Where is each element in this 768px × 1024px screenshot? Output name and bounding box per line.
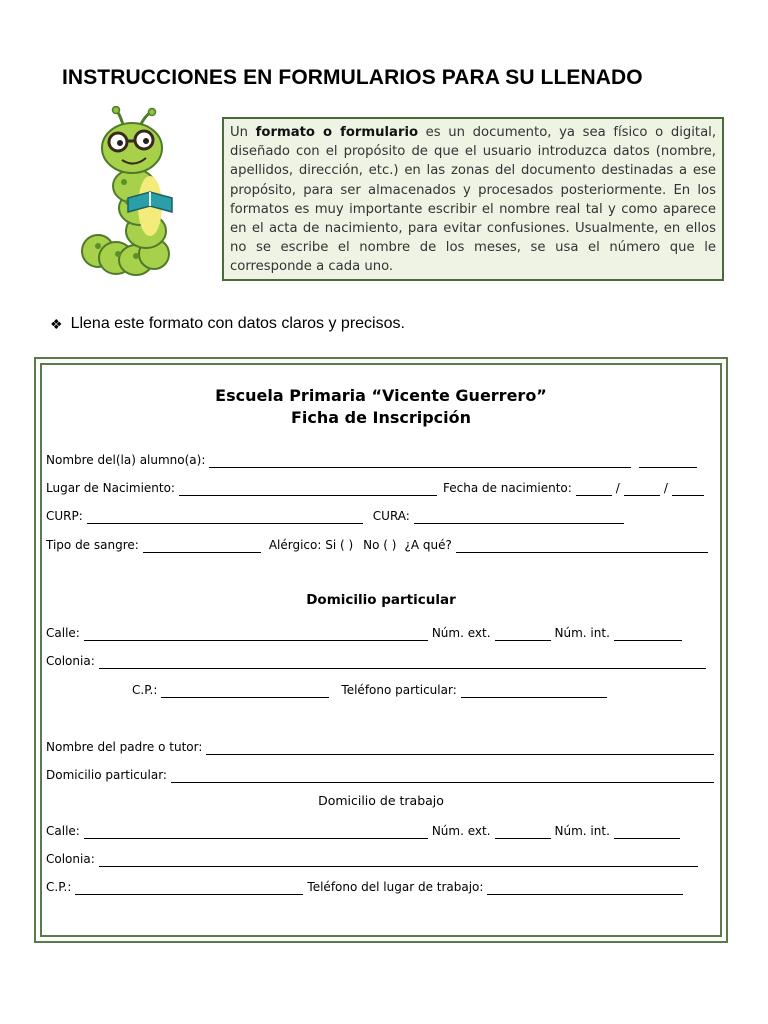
row-home-street [46,623,716,641]
parent-address-field[interactable] [171,768,714,783]
curp-label: CURP: [46,509,83,523]
birth-place-label: Lugar de Nacimiento: [46,481,175,495]
diamond-bullet-icon: ❖ [50,315,63,332]
work-ext-field[interactable] [495,824,551,839]
birth-year-field[interactable] [672,481,704,496]
work-ext-label: Núm. ext. [431,824,491,838]
birth-day-field[interactable] [576,481,612,496]
allergic-to-what-field[interactable] [456,538,708,553]
birth-date-label: Fecha de nacimiento: [442,481,572,495]
info-box [222,117,724,281]
home-ext-field[interactable] [495,626,551,641]
row-birth [46,478,716,496]
allergic-yes-label[interactable]: Alérgico: Si ( ) [268,538,354,552]
curp-field[interactable] [87,509,363,524]
home-street-field[interactable] [84,626,428,641]
allergic-no-label[interactable]: No ( ) [363,538,397,552]
info-pre: Un [230,125,256,140]
blood-field[interactable] [143,538,261,553]
home-int-field[interactable] [614,626,682,641]
row-home-zip [132,680,692,698]
cura-label: CURA: [372,509,410,523]
work-int-field[interactable] [614,824,680,839]
home-phone-label: Teléfono particular: [341,683,457,697]
instruction-line [50,315,405,333]
work-int-label: Núm. int. [554,824,610,838]
info-text: es un documento, ya sea físico o digital, diseñado con el propósito de que el usuario introduzca datos (nombre, apellidos, dirección, etc.) en las zonas del documento destinadas a ese propósito, para ser almacenados y procesados posteriormente. En los formatos es muy importante escribir el nombre real tal y como aparece en el acta de nacimiento, para evitar confusiones. Usualmente, en ellos no se escribe el nombre de los meses, se usa el número que le corresponde a cada uno. [230,125,717,275]
work-zip-field[interactable] [75,880,303,895]
parent-address-label: Domicilio particular: [46,768,167,782]
home-ext-label: Núm. ext. [431,626,491,640]
work-street-field[interactable] [84,824,428,839]
row-work-street [46,821,716,839]
row-parent-address [46,765,716,783]
form-subtitle: Ficha de Inscripción [290,408,472,427]
row-work-zip [46,877,716,895]
instruction-text: Llena este formato con datos claros y precisos. [70,315,405,332]
work-phone-label: Teléfono del lugar de trabajo: [307,880,484,894]
row-work-colony [46,849,716,867]
page-title: INSTRUCCIONES EN FORMULARIOS PARA SU LLENADO [62,66,643,89]
slash-2: / [663,481,668,495]
home-colony-field[interactable] [99,654,706,669]
work-phone-field[interactable] [487,880,683,895]
caterpillar-reading-illustration [76,106,186,276]
student-name-extra-field[interactable] [639,453,697,468]
row-home-colony [46,651,716,669]
work-section-title: Domicilio de trabajo [318,793,444,808]
home-phone-field[interactable] [461,683,607,698]
work-zip-label: C.P.: [46,880,72,894]
allergic-to-what-label: ¿A qué? [404,538,452,552]
row-curp [46,506,716,524]
parent-name-label: Nombre del padre o tutor: [46,740,203,754]
row-blood [46,535,716,553]
home-zip-field[interactable] [161,683,329,698]
parent-name-field[interactable] [206,740,714,755]
birth-month-field[interactable] [624,481,660,496]
student-name-label: Nombre del(la) alumno(a): [46,453,206,467]
school-name: Escuela Primaria “Vicente Guerrero” [215,386,547,405]
row-parent-name [46,737,716,755]
home-int-label: Núm. int. [554,626,610,640]
student-name-field[interactable] [209,453,631,468]
info-bold-term: formato o formulario [255,125,419,140]
work-colony-label: Colonia: [46,852,95,866]
row-student-name [46,450,716,468]
work-colony-field[interactable] [99,852,698,867]
home-street-label: Calle: [46,626,80,640]
slash-1: / [615,481,620,495]
blood-label: Tipo de sangre: [46,538,139,552]
cura-field[interactable] [414,509,624,524]
work-street-label: Calle: [46,824,80,838]
birth-place-field[interactable] [179,481,437,496]
home-colony-label: Colonia: [46,654,95,668]
home-section-title: Domicilio particular [306,592,456,608]
home-zip-label: C.P.: [132,683,158,697]
